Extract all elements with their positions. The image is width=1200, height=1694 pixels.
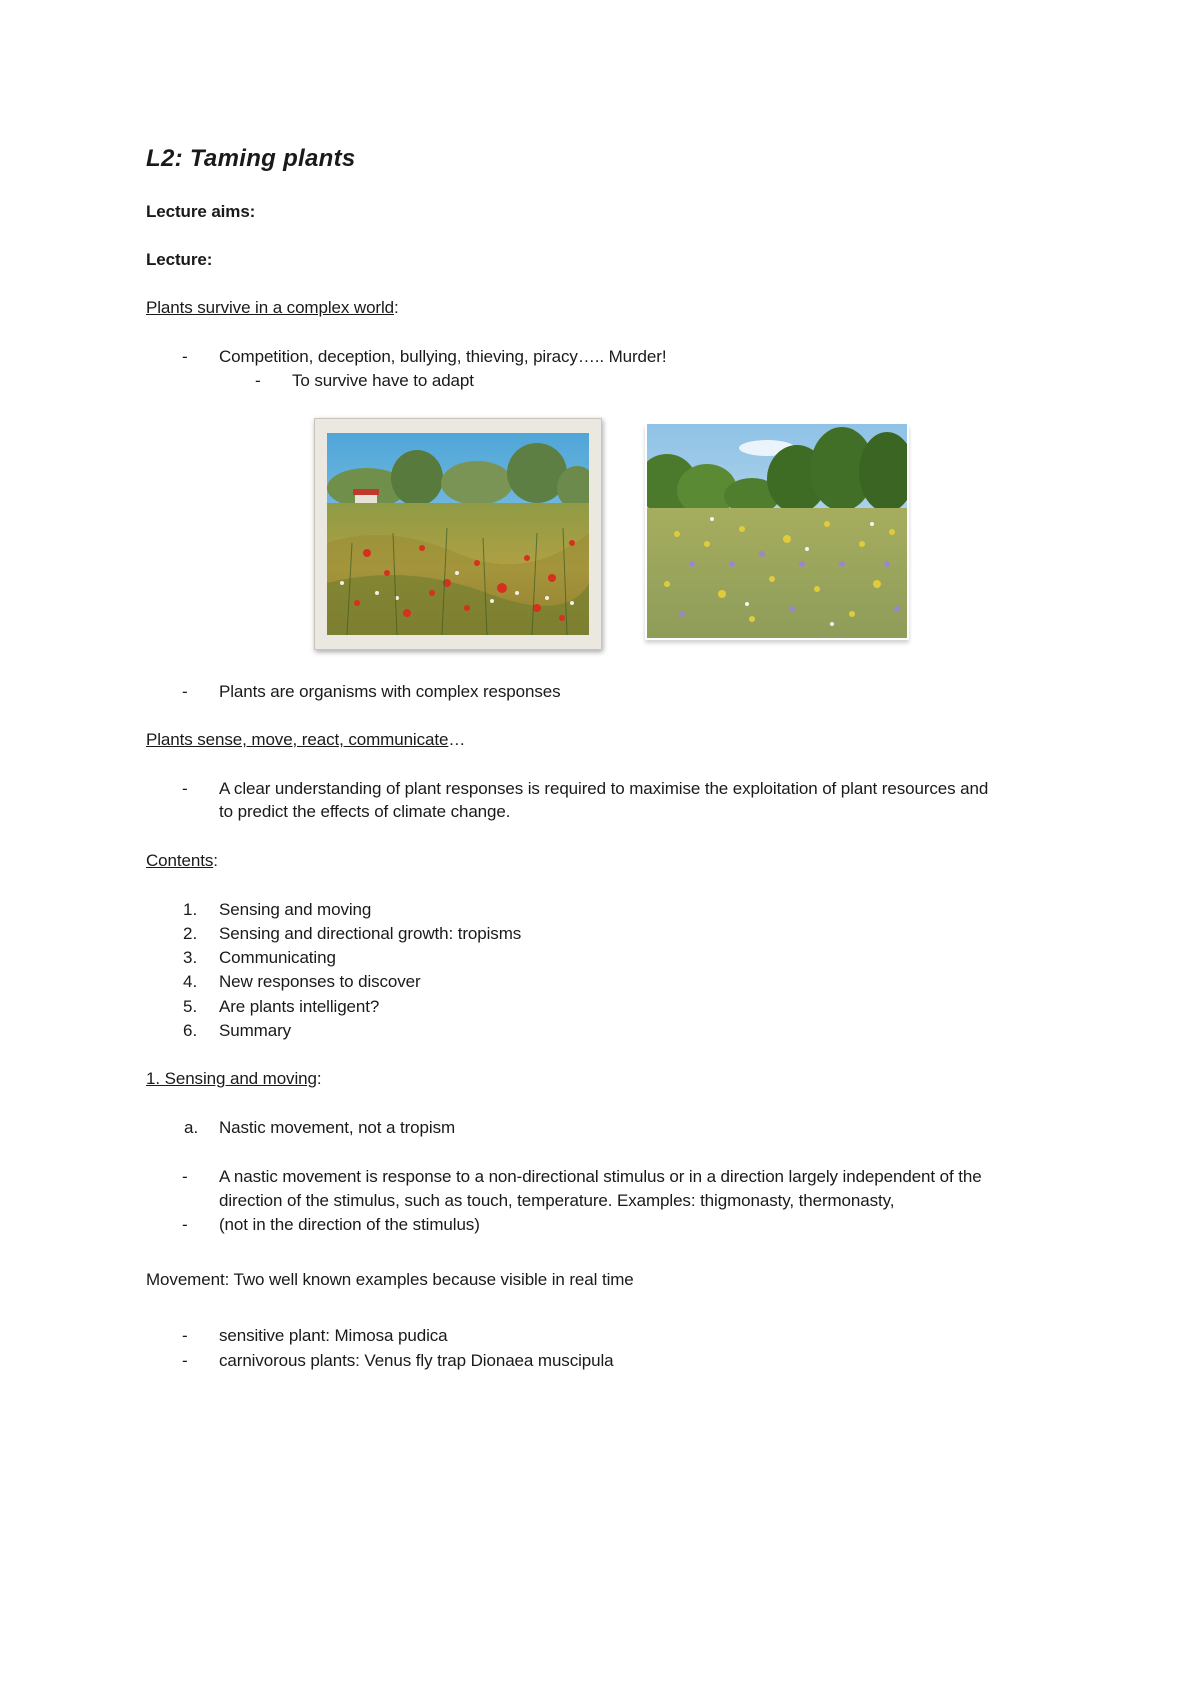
- heading-text: Contents: [146, 851, 214, 870]
- bullet-understanding-line2: to predict the effects of climate change.: [219, 802, 511, 821]
- bullet-nastic-line2: direction of the stimulus, such as touch, temperature. Examples: thigmonasty, thermonasty,: [219, 1191, 895, 1210]
- bullet-competition: Competition, deception, bullying, thieving, piracy….. Murder!: [219, 347, 667, 366]
- contents-heading: [146, 850, 218, 872]
- lecture-aims-label: Lecture aims:: [146, 202, 256, 221]
- example-mimosa: sensitive plant: Mimosa pudica: [219, 1326, 448, 1345]
- heading-text: 1. Sensing and moving: [146, 1069, 317, 1088]
- painting-svg: [327, 433, 589, 635]
- section1-heading: [146, 1068, 321, 1090]
- example-venus-fly-trap: carnivorous plants: Venus fly trap Dionaea muscipula: [219, 1351, 614, 1370]
- list-number: 3.: [183, 948, 198, 967]
- bullet-dash: -: [182, 1167, 188, 1186]
- meadow-painting-image: [314, 418, 602, 650]
- bullet-dash: -: [182, 779, 188, 798]
- list-item: Communicating: [219, 948, 336, 967]
- section-heading-complex-world: [146, 297, 399, 319]
- list-item: New responses to discover: [219, 972, 421, 991]
- heading-suffix: :: [394, 298, 399, 317]
- bullet-dash: -: [182, 1326, 188, 1345]
- heading-suffix: …: [448, 730, 466, 749]
- heading-suffix: :: [213, 851, 218, 870]
- heading-text: Plants sense, move, react, communicate: [146, 730, 449, 749]
- bullet-dash: -: [255, 371, 261, 390]
- photo-svg: [647, 424, 907, 638]
- movement-line: Movement: Two well known examples because visible in real time: [146, 1270, 634, 1289]
- bullet-complex-responses: Plants are organisms with complex responses: [219, 682, 561, 701]
- list-number: 2.: [183, 924, 198, 943]
- sub-bullet-adapt: To survive have to adapt: [292, 371, 474, 390]
- list-letter: a.: [184, 1118, 199, 1137]
- list-item: Summary: [219, 1021, 292, 1040]
- list-number: 4.: [183, 972, 198, 991]
- bullet-dash: -: [182, 1351, 188, 1370]
- heading-text: Plants survive in a complex world: [146, 298, 395, 317]
- bullet-dash: -: [182, 682, 188, 701]
- list-number: 5.: [183, 997, 198, 1016]
- heading-suffix: :: [316, 1069, 322, 1088]
- bullet-dash: -: [182, 1215, 188, 1234]
- list-number: 1.: [183, 900, 198, 919]
- list-number: 6.: [183, 1021, 198, 1040]
- meadow-photo-image: [645, 424, 909, 640]
- list-item: Sensing and moving: [219, 900, 372, 919]
- bullet-not-direction: (not in the direction of the stimulus): [219, 1215, 480, 1234]
- list-item: Are plants intelligent?: [219, 997, 380, 1016]
- lecture-label: Lecture:: [146, 250, 213, 269]
- list-item: Sensing and directional growth: tropisms: [219, 924, 522, 943]
- bullet-dash: -: [182, 347, 188, 366]
- bullet-nastic-line1: A nastic movement is response to a non-directional stimulus or in a direction largely independent of the: [219, 1167, 982, 1186]
- item-nastic-movement: Nastic movement, not a tropism: [219, 1118, 456, 1137]
- page-title: L2: Taming plants: [146, 145, 356, 172]
- section-heading-sense: [146, 729, 465, 751]
- bullet-understanding-line1: A clear understanding of plant responses is required to maximise the exploitation of plant resources and: [219, 779, 989, 798]
